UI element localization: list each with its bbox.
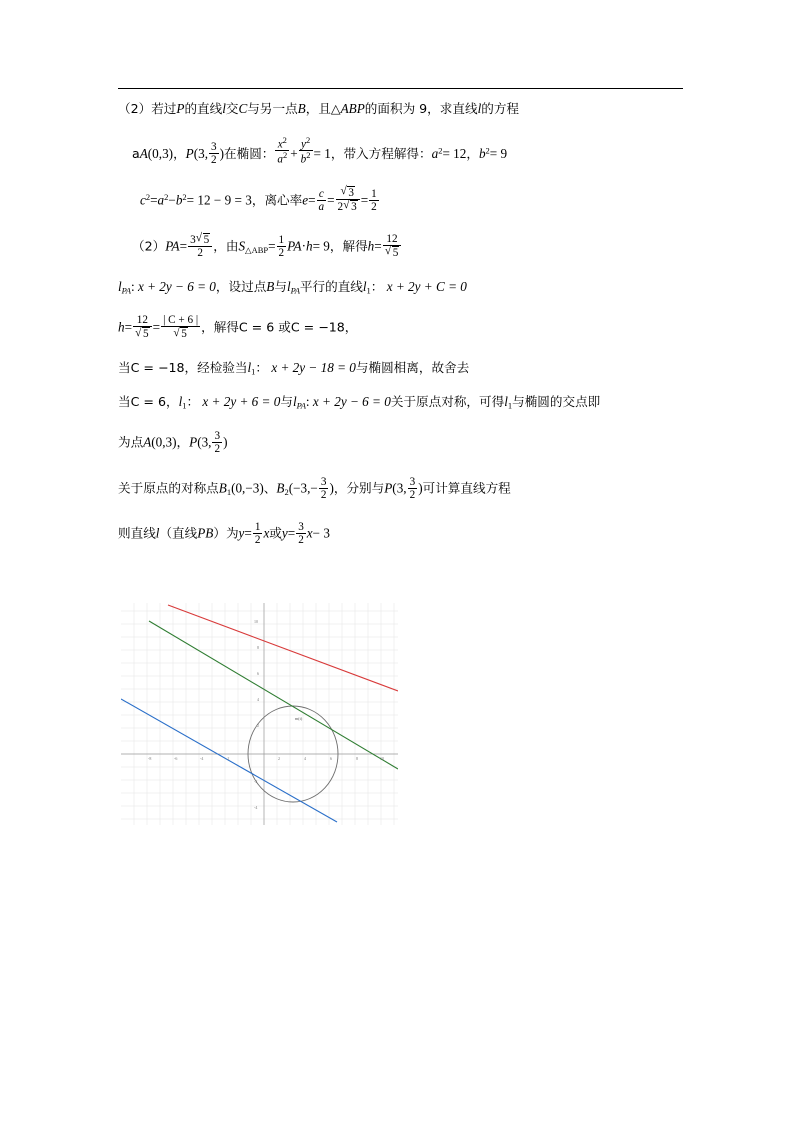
- s3-eq4: =: [374, 239, 382, 255]
- s5-frac-2: [161, 314, 200, 340]
- q2-var-l2: l: [477, 101, 482, 116]
- s1-a-sup: 2: [282, 150, 288, 161]
- s3-S: S: [238, 239, 246, 255]
- s6-eq: x + 2y − 18 = 0: [271, 359, 356, 375]
- s1-frac-y2b2: [299, 136, 313, 167]
- s3-frac-h: [383, 233, 402, 259]
- s1-text-c: ，带入方程解得：: [330, 145, 432, 161]
- s10-y1: y: [238, 525, 245, 541]
- s10-y2: y: [281, 525, 288, 541]
- s8-P: P: [189, 435, 198, 451]
- s1-y-sup: 2: [305, 134, 311, 145]
- q2-var-C: C: [238, 101, 248, 116]
- s3-fd-wrap: [383, 246, 402, 259]
- paragraph-solution-1: [118, 136, 688, 167]
- s2-c: c: [140, 192, 146, 208]
- s9-B1-arg: (0,−3): [231, 480, 264, 496]
- s4-eq: x + 2y − 6 = 0: [137, 278, 216, 294]
- s8-comma: ，: [176, 435, 190, 451]
- s3-frac-pa: [188, 233, 212, 259]
- s9-text-b: ，分别与: [333, 480, 385, 496]
- s2-frac-c: [317, 188, 327, 201]
- s2-e: e: [302, 192, 309, 208]
- s2-frac-sqrt: [336, 186, 360, 213]
- s4-l-sub: PA: [121, 284, 131, 295]
- s5-an: | C + 6 |: [163, 314, 199, 327]
- s1-text-a: a: [132, 145, 140, 161]
- s4-text-a: ，设过点: [215, 278, 267, 294]
- s9-text-c: 可计算直线方程: [422, 480, 511, 496]
- s9-B2-den: 2: [320, 488, 327, 501]
- s10-PB: PB: [197, 525, 214, 541]
- s3-frac-pa-num: [188, 233, 212, 247]
- s2-half-d: 2: [371, 201, 377, 214]
- s7-eq: x + 2y + 6 = 0: [202, 394, 281, 410]
- s4-l: l: [118, 278, 122, 294]
- s2-cfrac-n: c: [318, 188, 324, 201]
- paragraph-case-c-6: [118, 395, 688, 410]
- s9-B1: B: [218, 480, 227, 496]
- s2-sq-n: 3: [348, 187, 354, 200]
- s7-colon: ：: [186, 394, 200, 410]
- svg-text:4: 4: [257, 697, 259, 702]
- s3-text-b: ，由: [213, 239, 239, 255]
- paragraph-points: [118, 430, 688, 455]
- s10-f2d: 2: [298, 533, 304, 546]
- s1-frac-x2a2: [275, 136, 289, 167]
- s4-l2-sub: PA: [290, 284, 300, 295]
- s3-PA2: PA: [287, 239, 302, 255]
- sqrt-5-b: [173, 327, 188, 340]
- s2-a: a: [157, 192, 165, 208]
- s2-b: b: [175, 192, 183, 208]
- s10-text-a: 则直线: [118, 525, 156, 541]
- s9-dun: 、: [263, 480, 277, 496]
- s10-tail: − 3: [312, 525, 330, 541]
- s10-l: l: [155, 525, 160, 541]
- s3-fn: 12: [383, 233, 402, 246]
- s1-y: y: [300, 138, 306, 151]
- s6-colon: ：: [255, 359, 269, 375]
- s1-frac-x2: [275, 136, 289, 152]
- s3-text-a: （2）: [132, 239, 166, 255]
- s3-fd: 5: [392, 247, 399, 260]
- s10-frac-2: [296, 521, 306, 546]
- s2-text: ，离心率: [251, 192, 303, 208]
- s10-f1d: 2: [254, 533, 261, 546]
- s5-ad-wrap: [161, 327, 200, 340]
- s4-eq2: x + 2y + C = 0: [386, 278, 467, 294]
- s1-b: b: [300, 154, 307, 167]
- s3-n: 3: [190, 234, 196, 247]
- s5-fd-wrap: [133, 327, 152, 340]
- svg-text:6: 6: [330, 756, 332, 761]
- curve-label: m(t): [295, 716, 303, 721]
- q2-var-ABP: ABP: [340, 101, 365, 116]
- s1-x: x: [277, 138, 283, 151]
- s5-text-a: ，解得C = 6 或C = −18，: [201, 320, 358, 336]
- document-body: [118, 102, 688, 566]
- s3-n-r: 5: [203, 234, 210, 247]
- s6-l: l: [247, 359, 252, 375]
- s1-P-open: (3,: [193, 145, 209, 161]
- q2-var-P: P: [176, 101, 185, 116]
- s3-S-sub: △ABP: [245, 245, 269, 256]
- s1-b2-sup: 2: [485, 144, 490, 155]
- s2-eq4: =: [360, 192, 369, 208]
- s3-h: h: [305, 239, 313, 255]
- s1-eq1: = 1: [313, 145, 331, 161]
- paragraph-line-pa: [118, 280, 688, 295]
- s8-P-frac: [212, 430, 222, 455]
- s3-h2: h: [367, 239, 375, 255]
- svg-text:-4: -4: [200, 756, 204, 761]
- s5-h: h: [118, 320, 125, 336]
- s2-sq-d: 2: [337, 201, 344, 214]
- svg-text:10: 10: [254, 619, 258, 624]
- s5-fd: 5: [143, 328, 149, 341]
- s5-eq: =: [124, 320, 133, 336]
- paragraph-symmetric-points: [118, 476, 688, 501]
- s5-ad: 5: [181, 328, 187, 341]
- s1-a2-sup: 2: [438, 144, 443, 155]
- coordinate-plane-graph: [121, 603, 398, 825]
- s5-frac-1: [133, 314, 152, 340]
- s8-P-den: 2: [214, 443, 221, 456]
- svg-text:8: 8: [356, 756, 358, 761]
- s10-f2n: 3: [298, 520, 304, 533]
- s2-cfrac-d: a: [318, 201, 325, 214]
- s3-hn: 1: [278, 234, 285, 247]
- svg-text:-6: -6: [174, 756, 178, 761]
- s7-text-a: 当C = 6，: [118, 394, 179, 410]
- s8-P-open: (3,: [197, 435, 212, 451]
- svg-text:10: 10: [380, 756, 384, 761]
- s4-l3-sub: 1: [366, 284, 371, 295]
- paragraph-case-c-minus18: [118, 361, 688, 376]
- s10-eq2: =: [287, 525, 296, 541]
- s4-colon2: ：: [370, 278, 384, 294]
- s1-comma: ，: [173, 145, 186, 161]
- s1-x-sup: 2: [282, 134, 287, 145]
- s9-B2-close: ): [329, 480, 334, 496]
- s2-val: = 12 − 9 = 3: [186, 192, 252, 208]
- s10-x1: x: [263, 525, 270, 541]
- s2-frac-a: [317, 201, 327, 213]
- q2-text-e: ，且△: [305, 101, 341, 116]
- s9-text-a: 关于原点的对称点: [118, 480, 219, 496]
- s9-B1-sub: 1: [226, 486, 232, 497]
- s7-l2: l: [292, 394, 297, 410]
- paragraph-eccentricity: [118, 186, 688, 213]
- s1-frac-a2: [275, 151, 289, 166]
- s10-frac-1: [253, 521, 263, 546]
- svg-text:-4: -4: [254, 805, 258, 810]
- s9-P-open: (3,: [392, 480, 407, 496]
- s9-P-num: 3: [409, 475, 416, 488]
- sqrt-3-den: [343, 200, 358, 213]
- s1-comma2: ，: [466, 145, 479, 161]
- s10-or: 或: [269, 525, 282, 541]
- s2-sq-d2: 3: [351, 201, 357, 214]
- s1-var-P: P: [185, 145, 194, 161]
- s1-frac-y2: [299, 136, 313, 152]
- svg-text:4: 4: [304, 756, 306, 761]
- s1-b2-val: = 9: [489, 145, 508, 161]
- svg-text:6: 6: [257, 671, 259, 676]
- s9-P-frac: [408, 476, 418, 501]
- sqrt-5-a: [135, 327, 150, 340]
- s9-B2-open: (−3,−: [288, 480, 318, 496]
- s3-PA: PA: [165, 239, 180, 255]
- s8-A-arg: (0,3): [151, 435, 177, 451]
- s4-colon: :: [130, 278, 135, 294]
- s9-B2: B: [276, 480, 285, 496]
- s1-P-num: 3: [211, 140, 217, 153]
- s1-b-sup: 2: [306, 150, 311, 161]
- s4-text-c: 平行的直线: [299, 278, 363, 294]
- s4-text-b: 与: [274, 278, 287, 294]
- q2-text-a: （2）若过: [118, 101, 177, 116]
- s10-x2: x: [306, 525, 313, 541]
- s9-P-den: 2: [409, 488, 416, 501]
- s2-b-sup: 2: [182, 192, 187, 203]
- s7-l2-sub: PA: [296, 400, 306, 411]
- s1-P-close: ): [219, 145, 225, 161]
- s3-eq2: =: [268, 239, 276, 255]
- s4-l2: l: [286, 278, 291, 294]
- s7-l-sub: 1: [182, 400, 187, 411]
- s5-fn: 12: [133, 314, 152, 327]
- q2-var-l: l: [222, 101, 226, 116]
- graph-background: [121, 603, 398, 825]
- s9-P-close: ): [418, 480, 423, 496]
- s2-eq: =: [150, 192, 158, 208]
- s1-plus: +: [290, 145, 298, 161]
- s2-c-sup: 2: [145, 192, 151, 203]
- s3-text-c: ，解得: [329, 239, 368, 255]
- s1-A-arg: (0,3): [147, 145, 174, 161]
- s8-A: A: [143, 435, 152, 451]
- header-rule: [118, 88, 683, 89]
- paragraph-solution-2: [118, 233, 688, 259]
- s9-B2-num: 3: [320, 475, 327, 488]
- s2-minus: −: [168, 192, 176, 208]
- s6-l-sub: 1: [251, 365, 256, 376]
- s6-text-b: 与椭圆相离，故舍去: [355, 359, 470, 375]
- s8-text-a: 为点: [118, 435, 144, 451]
- s7-colon2: :: [305, 394, 310, 410]
- s6-text-a: 当C = −18，经检验当: [118, 359, 248, 375]
- s10-text-b: （直线: [159, 525, 198, 541]
- s7-text-c: 关于原点对称，可得: [390, 394, 505, 410]
- paragraph-final-answer: [118, 521, 688, 546]
- s9-P: P: [384, 480, 393, 496]
- s4-B: B: [266, 278, 275, 294]
- svg-text:-2: -2: [226, 756, 230, 761]
- s3-hd: 2: [278, 247, 285, 260]
- s7-text-b: 与: [280, 394, 293, 410]
- q2-text-g: 的方程: [481, 101, 520, 116]
- s8-P-close: ): [223, 435, 228, 451]
- s2-half-n: 1: [371, 188, 377, 201]
- s2-frac-half: [369, 188, 379, 213]
- s2-eq3: =: [327, 192, 335, 208]
- s3-eq: =: [179, 239, 188, 255]
- s1-a2: a: [431, 145, 439, 161]
- svg-text:2: 2: [278, 756, 280, 761]
- sqrt-5-h: [385, 246, 400, 259]
- s1-frac-b2: [299, 151, 313, 166]
- s7-eq2: x + 2y − 6 = 0: [312, 394, 391, 410]
- s9-B2-frac: [319, 476, 329, 501]
- q2-text-b: 的直线: [184, 101, 223, 116]
- s7-l: l: [178, 394, 183, 410]
- s3-frac-half: [277, 234, 287, 259]
- svg-text:2: 2: [257, 723, 259, 728]
- q2-text-d: 与另一点: [247, 101, 298, 116]
- s3-eq3: = 9: [312, 239, 330, 255]
- s3-dot: ·: [301, 239, 306, 255]
- s10-text-c: ）为: [213, 525, 239, 541]
- s1-var-A: A: [139, 145, 148, 161]
- s2-eq2: =: [308, 192, 316, 208]
- s10-f1n: 1: [254, 520, 261, 533]
- svg-text:-8: -8: [148, 756, 152, 761]
- sqrt-5-pa: [196, 233, 211, 246]
- s7-l3: l: [504, 394, 508, 410]
- s1-a2-val: = 12: [442, 145, 467, 161]
- s5-eq2: =: [152, 320, 161, 336]
- s10-eq1: =: [244, 525, 252, 541]
- svg-text:-2: -2: [254, 779, 258, 784]
- s9-B2-sub: 2: [284, 486, 289, 497]
- q2-text-f: 的面积为 9，求直线: [364, 101, 478, 116]
- s2-frac-ca: [317, 188, 327, 213]
- s3-frac-pa-den: 2: [197, 247, 203, 260]
- paragraph-h-equation: [118, 314, 688, 340]
- graph-svg: [121, 603, 398, 825]
- sqrt-3-num: [340, 186, 355, 199]
- s2-a-sup: 2: [164, 192, 169, 203]
- s7-l3-sub: 1: [507, 400, 513, 411]
- q2-text-c: 交: [225, 101, 239, 116]
- s4-l3: l: [362, 278, 367, 294]
- s1-b2: b: [478, 145, 486, 161]
- svg-text:8: 8: [257, 645, 259, 650]
- q2-var-B: B: [297, 101, 306, 116]
- s1-text-b: 在椭圆：: [224, 145, 275, 161]
- s8-P-num: 3: [214, 430, 221, 443]
- paragraph-question-2: [118, 102, 688, 116]
- s2-frac-sqrt-den: [336, 200, 360, 213]
- s1-P-frac: [209, 141, 219, 166]
- s1-a: a: [277, 154, 283, 167]
- s1-P-den: 2: [211, 154, 217, 167]
- s7-text-d: 与椭圆的交点即: [512, 394, 601, 410]
